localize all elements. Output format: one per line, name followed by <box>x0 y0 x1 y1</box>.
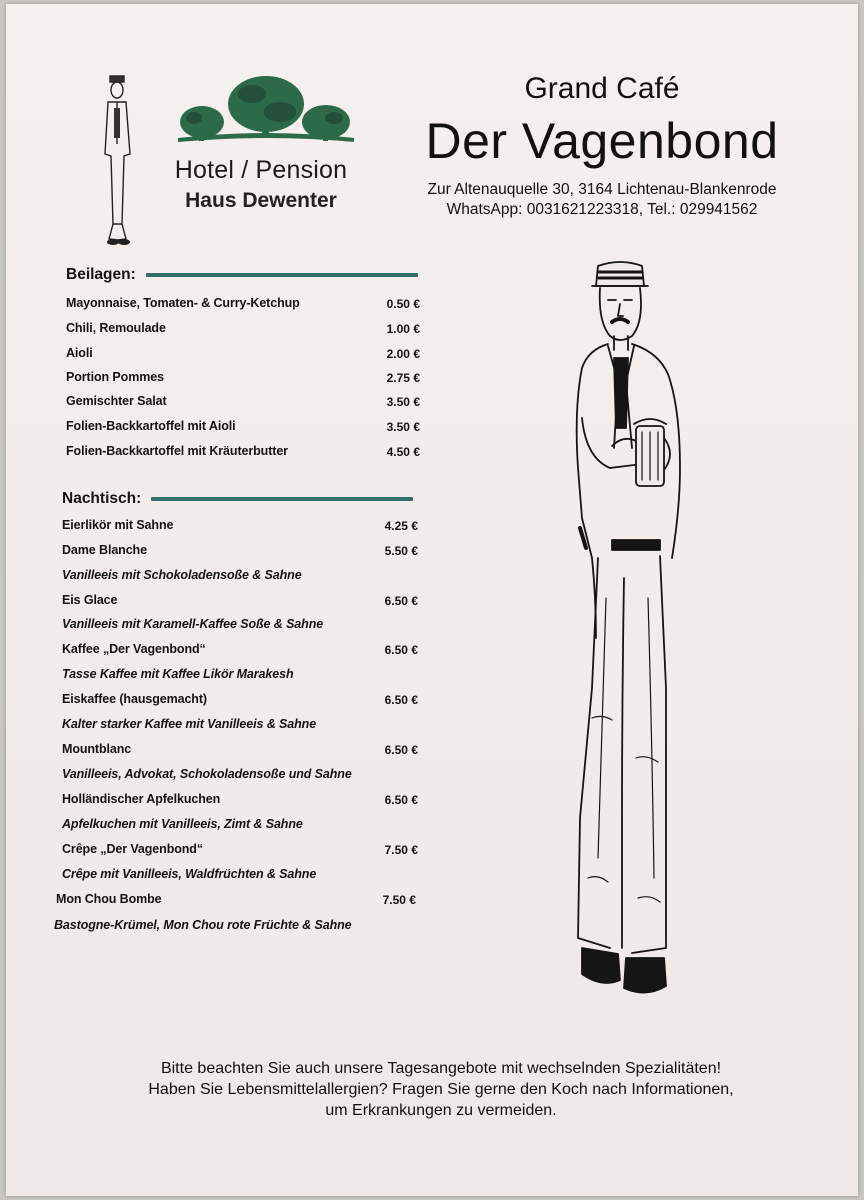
hotel-name-line2: Haus Dewenter <box>185 189 337 212</box>
nachtisch-item-name: Crêpe „Der Vagenbond“ <box>62 842 203 856</box>
trees-logo-icon <box>174 72 358 158</box>
nachtisch-item-name: Dame Blanche <box>62 543 147 557</box>
beilagen-item-name: Aioli <box>66 346 93 360</box>
nachtisch-item-description: Crêpe mit Vanilleeis, Waldfrüchten & Sahne <box>62 867 317 881</box>
nachtisch-item-description: Bastogne-Krümel, Mon Chou rote Früchte & Sahne <box>54 918 352 932</box>
nachtisch-item-description: Vanilleeis, Advokat, Schokoladensoße und Sahne <box>62 767 352 781</box>
contact-block <box>396 180 808 220</box>
nachtisch-item-name: Eis Glace <box>62 593 118 607</box>
nachtisch-item-description: Tasse Kaffee mit Kaffee Likör Marakesh <box>62 667 294 681</box>
nachtisch-item-price: 6.50 € <box>384 743 418 757</box>
beilagen-item-name: Chili, Remoulade <box>66 321 166 335</box>
nachtisch-item-price: 6.50 € <box>384 594 418 608</box>
beilagen-item-price: 1.00 € <box>386 322 420 336</box>
small-gentleman-figure-icon <box>96 74 140 249</box>
nachtisch-item-name: Kaffee „Der Vagenbond“ <box>62 642 206 656</box>
nachtisch-item-price: 7.50 € <box>382 893 416 907</box>
cafe-subtitle: Grand Café <box>524 72 680 105</box>
nachtisch-divider <box>151 497 413 501</box>
phone-line: WhatsApp: 0031621223318, Tel.: 029941562 <box>446 201 758 218</box>
nachtisch-item-name: Holländischer Apfelkuchen <box>62 792 221 806</box>
nachtisch-item-name: Eiskaffee (hausgemacht) <box>62 692 207 706</box>
menu-card <box>6 4 858 1196</box>
nachtisch-item-price: 6.50 € <box>384 643 418 657</box>
nachtisch-item-description: Kalter starker Kaffee mit Vanilleeis & Sahne <box>62 717 317 731</box>
footer-line-2: Haben Sie Lebensmittelallergien? Fragen Sie gerne den Koch nach Informationen, <box>148 1081 734 1098</box>
cafe-title: Der Vagenbond <box>425 113 779 169</box>
nachtisch-item-name: Mon Chou Bombe <box>56 892 162 906</box>
beilagen-item-name: Gemischter Salat <box>66 394 167 408</box>
nachtisch-heading-label: Nachtisch: <box>62 490 142 507</box>
nachtisch-item-price: 4.25 € <box>384 519 418 533</box>
beilagen-heading-label: Beilagen: <box>66 266 136 283</box>
beilagen-item-name: Portion Pommes <box>66 370 164 384</box>
beilagen-item-price: 4.50 € <box>386 445 420 459</box>
nachtisch-item-description: Vanilleeis mit Karamell-Kaffee Soße & Sahne <box>62 617 324 631</box>
beilagen-item-price: 2.75 € <box>386 371 420 385</box>
beilagen-item-name: Mayonnaise, Tomaten- & Curry-Ketchup <box>66 296 300 310</box>
beilagen-item-price: 3.50 € <box>386 395 420 409</box>
footer-line-1: Bitte beachten Sie auch unsere Tagesangebote mit wechselnden Spezialitäten! <box>160 1060 722 1077</box>
footer-line-3: um Erkrankungen zu vermeiden. <box>325 1102 557 1119</box>
nachtisch-item-price: 6.50 € <box>384 693 418 707</box>
nachtisch-item-name: Mountblanc <box>62 742 132 756</box>
beilagen-divider <box>146 273 418 277</box>
beilagen-heading <box>66 266 418 284</box>
nachtisch-item-description: Vanilleeis mit Schokoladensoße & Sahne <box>62 568 302 582</box>
footer-notice <box>46 1058 836 1121</box>
nachtisch-heading <box>62 490 413 508</box>
beilagen-item-name: Folien-Backkartoffel mit Aioli <box>66 419 236 433</box>
nachtisch-item-price: 5.50 € <box>384 544 418 558</box>
address-line: Zur Altenauquelle 30, 3164 Lichtenau-Blankenrode <box>427 181 777 198</box>
nachtisch-item-price: 6.50 € <box>384 793 418 807</box>
gentleman-with-beer-icon <box>562 258 692 1003</box>
beilagen-item-price: 3.50 € <box>386 420 420 434</box>
nachtisch-item-price: 7.50 € <box>384 843 418 857</box>
beilagen-item-price: 0.50 € <box>386 297 420 311</box>
beilagen-item-name: Folien-Backkartoffel mit Kräuterbutter <box>66 444 288 458</box>
beilagen-item-price: 2.00 € <box>386 347 420 361</box>
nachtisch-item-name: Eierlikör mit Sahne <box>62 518 174 532</box>
hotel-name-line1: Hotel / Pension <box>174 156 348 184</box>
nachtisch-item-description: Apfelkuchen mit Vanilleeis, Zimt & Sahne <box>62 817 303 831</box>
